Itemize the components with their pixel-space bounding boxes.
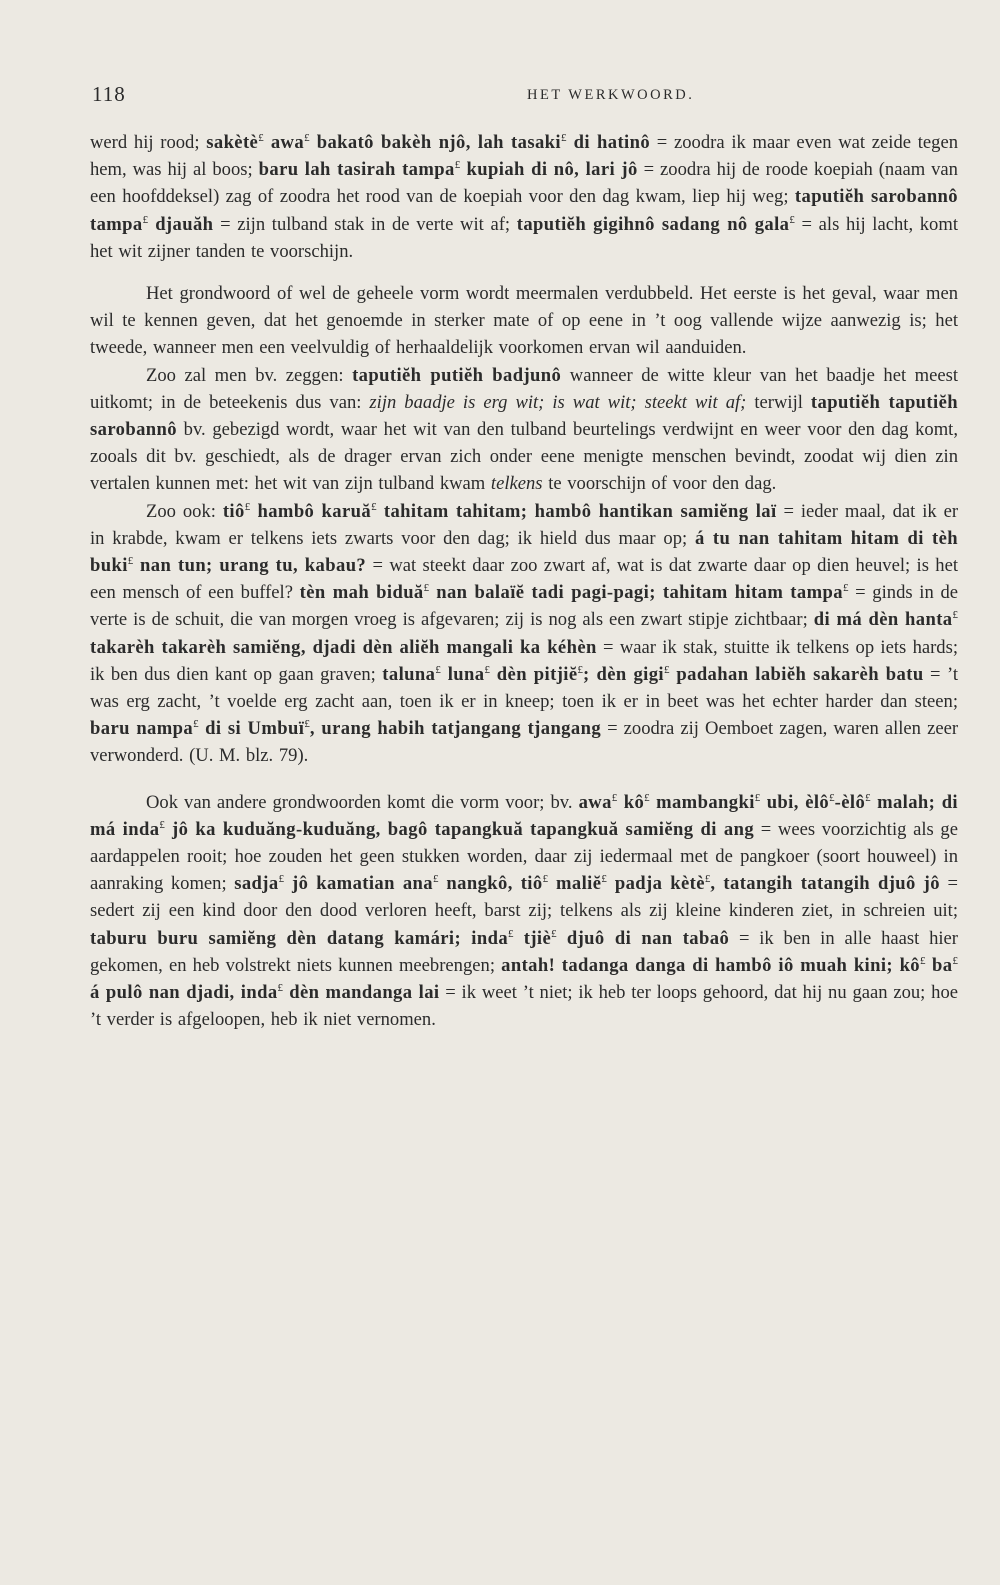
superscript-mark: £ bbox=[304, 132, 310, 144]
page-number: 118 bbox=[92, 82, 126, 106]
superscript-mark: £ bbox=[829, 791, 835, 804]
bold-phrase: jô kamatian ana bbox=[284, 873, 433, 895]
text-run: wanneer de witte kleur van het baadje het meest uitkomt; in de beteekenis dus van: bbox=[90, 364, 958, 413]
superscript-mark: £ bbox=[277, 982, 284, 995]
bold-phrase: ; dèn gigi bbox=[583, 663, 665, 685]
bold-phrase: taburu buru samiĕng dèn datang kamári; inda bbox=[90, 927, 509, 949]
bold-phrase: di hatinô bbox=[566, 132, 651, 153]
bold-phrase: di si Umbuï bbox=[198, 718, 305, 740]
bold-phrase: kô bbox=[617, 791, 645, 813]
superscript-mark: £ bbox=[423, 582, 430, 595]
bold-phrase: , urang habih tatjangang tjangang bbox=[309, 718, 602, 740]
superscript-mark: £ bbox=[577, 663, 584, 676]
text-run: werd hij rood; bbox=[90, 132, 207, 153]
bold-phrase: dèn mandanga lai bbox=[283, 982, 440, 1004]
bold-phrase: á pulô nan djadi, inda bbox=[90, 982, 278, 1004]
superscript-mark: £ bbox=[664, 663, 670, 676]
superscript-mark: £ bbox=[644, 791, 650, 804]
bold-phrase: mambangki bbox=[649, 791, 755, 813]
superscript-mark: £ bbox=[193, 718, 199, 731]
paragraph-4 bbox=[90, 498, 958, 770]
superscript-mark: £ bbox=[127, 555, 134, 568]
superscript-mark: £ bbox=[244, 500, 251, 513]
superscript-mark: £ bbox=[920, 954, 926, 967]
text-run: = zoodra zij Oemboet zagen, waren allen zeer verwonderd. (U. M. blz. 79). bbox=[90, 718, 959, 767]
superscript-mark: £ bbox=[435, 663, 441, 676]
text-run: Ook van andere grondwoorden komt die vorm voor; bv. bbox=[146, 791, 579, 813]
bold-phrase: nangkô, tiô bbox=[438, 873, 543, 895]
bold-phrase: padja kètè bbox=[606, 873, 705, 895]
text-run: = zoodra hij de roode koepiah (naam van een hoofddeksel) zag of zoodra het rood van de koepiah voor den dag kwam, liep hij weg; bbox=[90, 159, 958, 208]
superscript-mark: £ bbox=[704, 873, 711, 886]
superscript-mark: £ bbox=[560, 132, 567, 144]
text-run: = ik weet ’t niet; ik heb ter loops gehoord, dat hij nu gaan zou; hoe ’t verder is afgeloopen, heb ik niet vernomen. bbox=[90, 982, 958, 1031]
bold-phrase: tiô bbox=[222, 500, 245, 522]
bold-phrase: baru lah tasirah tampa bbox=[258, 159, 455, 181]
bold-phrase: -èlô bbox=[834, 791, 866, 813]
bold-phrase: maliĕ bbox=[548, 873, 602, 895]
text-run: = waar ik stak, stuitte ik telkens op iets hards; ik ben dus dien kant op gaan graven; bbox=[90, 636, 959, 685]
text-run: = zoodra ik maar even wat zeide tegen hem, was hij al boos; bbox=[90, 132, 958, 181]
superscript-mark: £ bbox=[952, 954, 958, 967]
paragraph-1 bbox=[90, 129, 958, 265]
body-text bbox=[90, 129, 958, 1034]
text-run: = ginds in de verte is de schuit, die van morgen vroeg is afgevaren; zij is nog als een zwart stipje zichtbaar; bbox=[90, 582, 958, 631]
superscript-mark: £ bbox=[952, 609, 959, 622]
running-head: HET WERKWOORD. bbox=[527, 87, 695, 103]
bold-phrase: bakatô bakèh njô, lah tasaki bbox=[309, 132, 561, 153]
bold-phrase: á tu nan tahitam hitam di tèh buki bbox=[90, 527, 958, 577]
superscript-mark: £ bbox=[258, 132, 264, 144]
bold-phrase: djuô di nan tabaô bbox=[556, 927, 730, 949]
bold-phrase: luna bbox=[440, 663, 485, 685]
bold-phrase: hambô karuă bbox=[250, 500, 372, 522]
bold-phrase: di má dèn hanta bbox=[813, 609, 953, 631]
text-run: bv. gebezigd wordt, waar het wit van den tulband beurtelings verdwijnt en weer voor den dag komt, zooals dit bv. geschiedt, als de drager ervan zich onder eene menigte menschen bevindt, zoodat wij dien zin vertalen kunnen met: het wit van zijn tulband kwam bbox=[90, 419, 958, 495]
bold-phrase: awa bbox=[263, 132, 305, 153]
bold-phrase: taputiĕh putiĕh badjunô bbox=[352, 364, 562, 386]
superscript-mark: £ bbox=[278, 873, 285, 886]
bold-phrase: awa bbox=[578, 791, 612, 813]
bold-phrase: malah; di má inda bbox=[90, 791, 958, 840]
superscript-mark: £ bbox=[484, 663, 490, 676]
bold-phrase: antah! tadanga danga di hambô iô muah kini; kô bbox=[501, 954, 921, 976]
bold-phrase: takarèh takarèh samiĕng, djadi dèn aliĕh mangali ka kéhèn bbox=[90, 636, 597, 658]
bold-phrase: kupiah di nô, lari jô bbox=[460, 159, 638, 181]
bold-phrase: padahan labiĕh sakarèh batu bbox=[669, 663, 924, 685]
text-run: = sedert zij een kind door den dood verloren heeft, barst zij; telkens als zij kleine kinderen ziet, in schreien uit; bbox=[90, 873, 959, 922]
superscript-mark: £ bbox=[304, 718, 310, 731]
bold-phrase: baru nampa bbox=[90, 718, 194, 740]
bold-phrase: djauăh bbox=[148, 213, 214, 235]
superscript-mark: £ bbox=[159, 818, 165, 831]
superscript-mark: £ bbox=[754, 791, 761, 804]
superscript-mark: £ bbox=[842, 582, 849, 595]
superscript-mark: £ bbox=[432, 873, 439, 886]
superscript-mark: £ bbox=[508, 927, 514, 940]
bold-phrase: dèn pitjiĕ bbox=[489, 663, 578, 685]
text-run: Zoo zal men bv. zeggen: bbox=[146, 364, 353, 386]
bold-phrase: taputiĕh sarobannô tampa bbox=[90, 186, 958, 235]
superscript-mark: £ bbox=[789, 213, 795, 226]
paragraph-3 bbox=[90, 362, 958, 498]
bold-phrase: tjiè bbox=[513, 927, 552, 949]
text-run: Het grondwoord of wel de geheele vorm wordt meermalen verdubbeld. Het eerste is het geval, waar men wil te kennen geven, dat het genoemde in sterker mate of op eene in ’t oog vallende wijze aanwezig is; het tweede, wanneer men een veelvuldig of herhaaldelijk voorkomen ervan wil aanduiden. bbox=[90, 283, 958, 359]
text-run: = als hij lacht, komt het wit zijner tanden te voorschijn. bbox=[90, 213, 958, 262]
bold-phrase: ubi, èlô bbox=[760, 791, 830, 813]
italic-phrase: telkens bbox=[490, 473, 543, 495]
superscript-mark: £ bbox=[611, 791, 618, 804]
bold-phrase: taputiĕh gigihnô sadang nô gala bbox=[516, 213, 790, 235]
bold-phrase: ba bbox=[925, 954, 953, 976]
text-run: te voorschijn of voor den dag. bbox=[542, 473, 777, 495]
page-header bbox=[90, 82, 950, 112]
bold-phrase: taputiĕh taputiĕh sarobannô bbox=[90, 391, 958, 441]
superscript-mark: £ bbox=[551, 927, 557, 940]
text-run: = wees voorzichtig als ge aardappelen rooit; hoe zouden het geen stukken worden, daar zij iedermaal met de pangkoer (soort houweel) in aanraking komen; bbox=[90, 818, 958, 895]
paragraph-5 bbox=[90, 789, 958, 1034]
bold-phrase: sakètè bbox=[206, 132, 259, 153]
text-run: Zoo ook: bbox=[146, 500, 223, 522]
superscript-mark: £ bbox=[142, 213, 149, 226]
superscript-mark: £ bbox=[454, 159, 461, 172]
text-run: = zijn tulband stak in de verte wit af; bbox=[213, 213, 517, 235]
superscript-mark: £ bbox=[865, 791, 871, 804]
text-run: = ik ben in alle haast hier gekomen, en heb volstrekt niets kunnen meebrengen; bbox=[90, 927, 959, 976]
bold-phrase: sadja bbox=[234, 873, 279, 895]
superscript-mark: £ bbox=[371, 500, 377, 513]
bold-phrase: tèn mah biduă bbox=[299, 582, 424, 604]
bold-phrase: , tatangih tatangih djuô jô bbox=[710, 873, 940, 895]
italic-phrase: zijn baadje is erg wit; is wat wit; steekt wit af; bbox=[369, 391, 747, 413]
bold-phrase: jô ka kuduăng-kuduăng, bagô tapangkuă tapangkuă samiĕng di ang bbox=[164, 818, 755, 840]
text-run: = wat steekt daar zoo zwart af, wat is dat zwarte daar op dien heuvel; is het een mensch of een buffel? bbox=[90, 555, 959, 604]
bold-phrase: nan balaïĕ tadi pagi-pagi; tahitam hitam tampa bbox=[429, 582, 843, 604]
text-run: = ’t was erg zacht, ’t voelde erg zacht aan, toen ik er in kneep; toen ik er in beet was het echter harder dan steen; bbox=[90, 663, 958, 713]
superscript-mark: £ bbox=[542, 873, 549, 886]
bold-phrase: nan tun; urang tu, kabau? bbox=[133, 555, 367, 577]
text-run: terwijl bbox=[746, 391, 811, 413]
bold-phrase: tahitam tahitam; hambô hantikan samiĕng laï bbox=[376, 500, 777, 522]
superscript-mark: £ bbox=[601, 873, 607, 886]
text-run: = ieder maal, dat ik er in krabde, kwam er telkens iets zwarts voor den dag; ik hield dus maar op; bbox=[90, 500, 959, 549]
bold-phrase: taluna bbox=[382, 663, 436, 685]
paragraph-2 bbox=[90, 280, 958, 362]
